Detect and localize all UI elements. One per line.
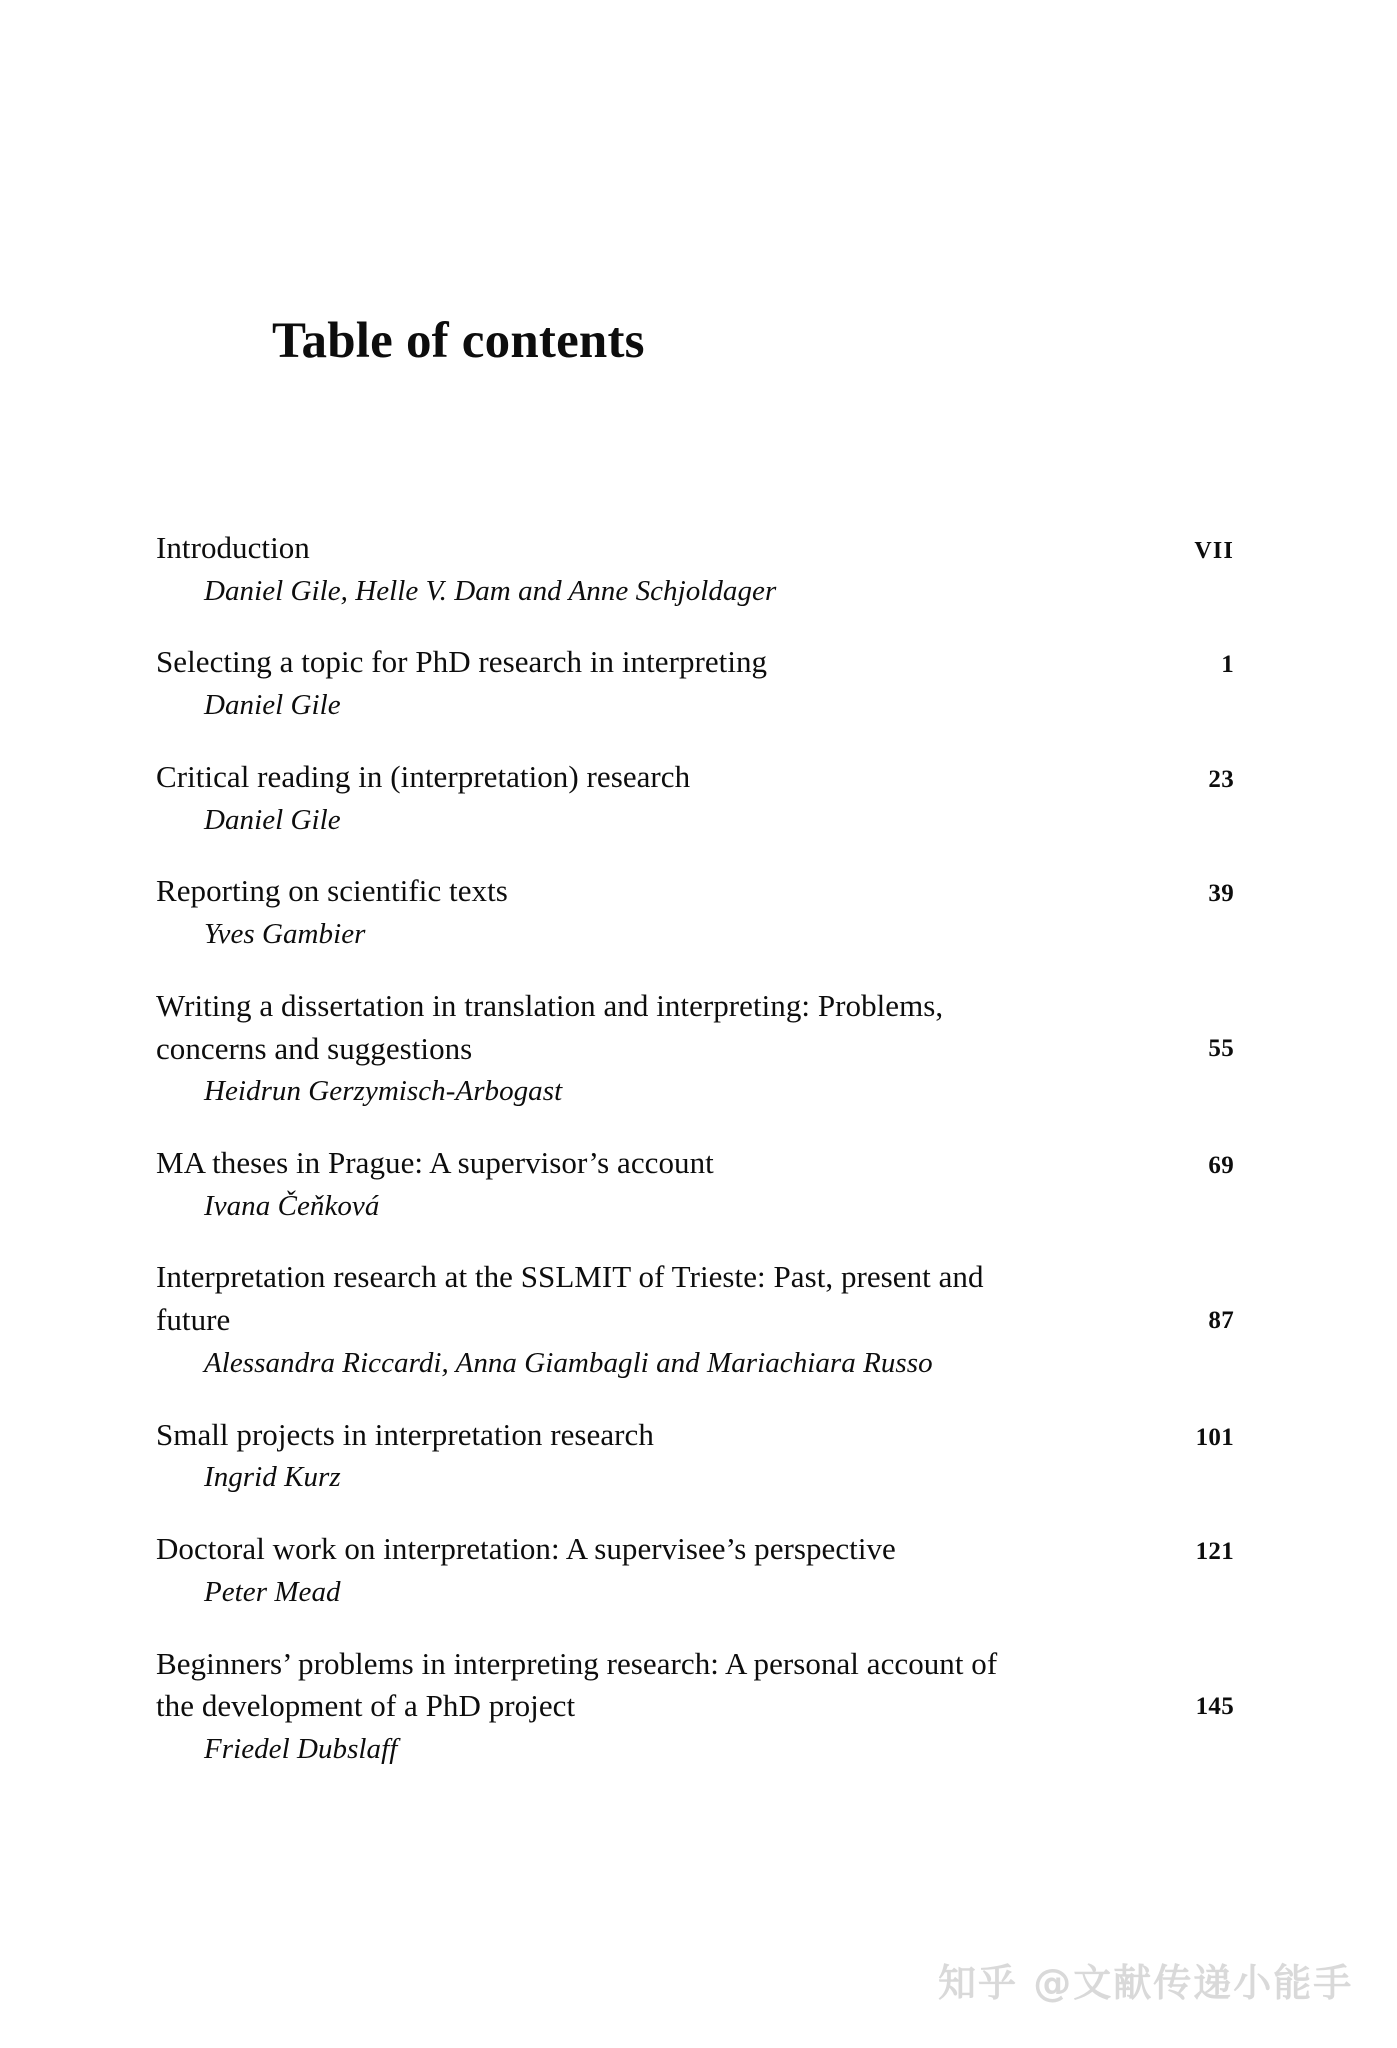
toc-entry-title[interactable]: Introduction <box>156 530 310 565</box>
toc-entry-authors: Alessandra Riccardi, Anna Giambagli and Mariachiara Russo <box>204 1347 933 1380</box>
toc-entry-title[interactable]: MA theses in Prague: A supervisor’s account <box>156 1145 714 1181</box>
toc-entry-row <box>156 1142 1234 1185</box>
toc-entry-row <box>156 1414 1234 1457</box>
toc-entry-row <box>156 756 1234 799</box>
toc-entry-authors: Daniel Gile <box>204 689 341 722</box>
toc-entry-title[interactable]: Writing a dissertation in translation and interpreting: Problems, concerns and suggestions <box>156 987 944 1066</box>
toc-entry-page-number: 23 <box>1208 765 1234 793</box>
toc-entry-page-number: 39 <box>1208 880 1234 908</box>
toc-entry-row <box>156 870 1234 913</box>
table-of-contents-list <box>156 527 1234 1769</box>
toc-entry[interactable] <box>156 1256 1234 1382</box>
toc-entry-page-number: VII <box>1194 538 1234 564</box>
toc-entry-authors: Daniel Gile <box>204 803 341 836</box>
toc-entry[interactable] <box>156 527 1234 610</box>
toc-entry-authors: Heidrun Gerzymisch-Arbogast <box>204 1075 563 1108</box>
toc-entry-title[interactable]: Reporting on scientific texts <box>156 873 508 909</box>
toc-entry-authors: Yves Gambier <box>204 918 366 951</box>
page-title: Table of contents <box>272 313 645 370</box>
toc-entry[interactable] <box>156 641 1234 724</box>
toc-entry-authors: Ivana Čeňková <box>204 1189 380 1222</box>
toc-entry-title[interactable]: Interpretation research at the SSLMIT of Trieste: Past, present and future <box>156 1259 984 1338</box>
toc-entry[interactable] <box>156 1142 1234 1225</box>
toc-entry[interactable] <box>156 985 1234 1111</box>
toc-entry-title[interactable]: Critical reading in (interpretation) research <box>156 758 691 794</box>
toc-entry-row <box>156 527 1234 570</box>
toc-entry-authors: Ingrid Kurz <box>204 1461 341 1494</box>
toc-entry-row <box>156 641 1234 684</box>
toc-entry-authors: Daniel Gile, Helle V. Dam and Anne Schjoldager <box>204 574 777 607</box>
toc-entry-authors: Peter Mead <box>204 1575 341 1608</box>
toc-entry[interactable] <box>156 1643 1234 1769</box>
toc-entry-title[interactable]: Selecting a topic for PhD research in interpreting <box>156 644 768 680</box>
toc-entry-row <box>156 985 1234 1071</box>
toc-entry-title[interactable]: Doctoral work on interpretation: A supervisee’s perspective <box>156 1531 896 1567</box>
watermark: 知乎 @文献传递小能手 <box>938 1961 1354 2005</box>
toc-entry-page-number: 145 <box>1195 1693 1234 1721</box>
toc-entry-page-number: 87 <box>1208 1307 1234 1335</box>
toc-entry-page-number: 121 <box>1195 1538 1234 1566</box>
toc-entry-page-number: 55 <box>1208 1035 1234 1063</box>
toc-entry-row <box>156 1256 1234 1342</box>
toc-entry-row <box>156 1528 1234 1571</box>
toc-entry-title[interactable]: Small projects in interpretation research <box>156 1416 654 1452</box>
toc-entry-row <box>156 1643 1234 1729</box>
toc-entry[interactable] <box>156 870 1234 953</box>
toc-entry-authors: Friedel Dubslaff <box>204 1733 398 1766</box>
toc-entry[interactable] <box>156 1528 1234 1611</box>
toc-entry-page-number: 101 <box>1195 1423 1234 1451</box>
toc-entry-title[interactable]: Beginners’ problems in interpreting research: A personal account of the development of a PhD project <box>156 1645 998 1724</box>
toc-entry-page-number: 69 <box>1208 1152 1234 1180</box>
toc-entry[interactable] <box>156 756 1234 839</box>
toc-entry-page-number: 1 <box>1221 651 1234 679</box>
toc-entry[interactable] <box>156 1414 1234 1497</box>
